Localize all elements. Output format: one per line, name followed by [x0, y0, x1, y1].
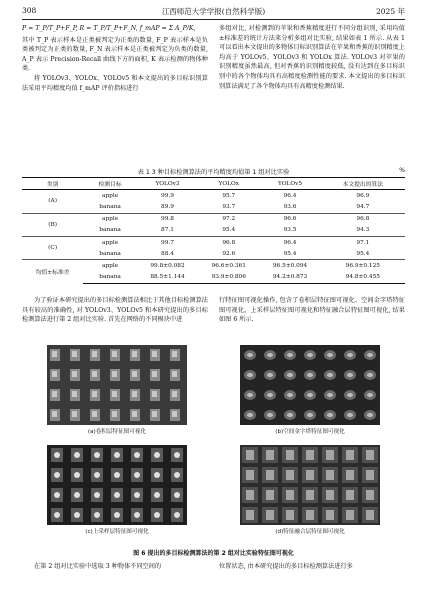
table-cell: 96.9±0.125	[345, 262, 381, 269]
paragraph-bottom-left: 在第 2 组对比实验中选取 3 种物体不同空间的	[34, 563, 162, 570]
right-column	[219, 24, 405, 91]
header-cell: YOLOv5	[259, 178, 320, 190]
table-cell: banana	[83, 272, 137, 284]
table-row	[22, 190, 405, 202]
table-cell: apple	[101, 239, 119, 246]
table-cell: 96.6	[283, 216, 297, 223]
table-cell: 95.4	[198, 225, 259, 237]
figure-caption: 图 6 提出的多目标检测算法的第 2 组对比实验特征图可视化	[133, 550, 294, 557]
table-cell: 92.6	[198, 248, 259, 260]
table-cell: 99.9	[161, 192, 174, 199]
left-column	[22, 24, 208, 93]
table-row	[22, 260, 405, 272]
table-row	[22, 213, 405, 225]
table-cell: 99.7	[161, 239, 174, 246]
paragraph-methods: 将 YOLOv3、YOLOx、YOLOv5 和本文提出的多目标识别算法采用平均精度均值 f_mAP 评价指标进行	[22, 74, 208, 92]
spp-feature-map-panel	[240, 345, 380, 435]
header-cell: 检测目标	[83, 178, 137, 190]
table-cell: 88.4	[137, 248, 198, 260]
table-cell: banana	[83, 201, 137, 213]
table-cell: apple	[101, 262, 119, 269]
conv-feature-map-image	[47, 345, 187, 425]
group-label: (C)	[22, 236, 83, 259]
paragraph-bottom-right: 位置状态, 由本研究提出的多目标检测算法进行多	[219, 563, 353, 570]
table-caption-text: 表 1 3 种目标检测算法的平均精度均值第 1 组对比实验	[137, 169, 290, 176]
table-caption	[22, 167, 405, 176]
table-cell: 95.4	[321, 248, 405, 260]
table-cell: 96.4	[283, 239, 297, 246]
table-cell: apple	[101, 192, 119, 199]
table-cell: 89.9	[137, 201, 198, 213]
results-table	[22, 177, 405, 284]
table-cell: 97.1	[356, 239, 370, 246]
table-cell: 99.8±0.082	[150, 262, 185, 269]
paragraph-second-experiment: 为了验证本研究提出的多目标检测算法相比于其他目标检测算法具有较高的准确性, 对 YOLOv3、YOLOv5 和本研究提出的多目标检测算法进行第 2 组对比实验. 首先在网络的不同模块中进	[22, 297, 208, 324]
table-cell: banana	[83, 248, 137, 260]
panel-caption-d: (d)特征融合层特征图可视化	[275, 529, 345, 535]
table-cell: banana	[83, 225, 137, 237]
conv-feature-map-panel	[47, 345, 187, 435]
table-cell: 96.5±0.094	[272, 262, 308, 269]
group-label: (B)	[22, 213, 83, 236]
table-cell: 96.4	[283, 192, 297, 199]
table-cell: 94.7	[321, 201, 405, 213]
precision-recall-formula: P = T_P/T_P+F_P, R = T_P/T_P+F_N, f_mAP = Σ A_P/K,	[22, 25, 196, 32]
header-cell: 本文提出的算法	[321, 178, 405, 190]
table-row	[22, 236, 405, 248]
group-label: 均值±标准差	[35, 270, 70, 277]
table-unit: %	[399, 167, 405, 174]
table-cell: 94.8±0.455	[321, 272, 405, 284]
table-header-row	[22, 178, 405, 190]
page-number: 308	[22, 6, 37, 15]
upsample-feature-map-image	[47, 445, 187, 525]
panel-caption-a: (a)卷积层特征图可视化	[87, 429, 147, 435]
table-cell: 96.8	[222, 239, 236, 246]
header-cell: YOLOv3	[137, 178, 198, 190]
table-cell: 99.8	[161, 216, 174, 223]
table-cell: 93.6	[259, 201, 320, 213]
running-header	[22, 6, 405, 18]
table-cell: 94.2±0.873	[259, 272, 320, 284]
table-cell: apple	[101, 216, 119, 223]
paragraph-results: 多组对比, 对检测到的苹果和香蕉精度进行不同分组识别, 采用均值±标准差的统计方法来分析多组对比实验, 结果如表 1 所示. 从表 1 可以看出本文提出的多物体目标识别算法在苹果和香蕉的识别精度上均高于 YOLOv5、YOLOv3 和 YOLOx 算法. YOLOv3 对苹果的识别精度虽然最高, 但对香蕉的识别精度较低, 没有达到在多目标识别中的各个物体均具有高精度检测性能的要求. 本文提出的多目标识别算法满足了各个物体均具有高精度检测结果.	[219, 25, 405, 90]
spp-feature-map-image	[240, 345, 380, 425]
header-cell: YOLOx	[198, 178, 259, 190]
table-cell: 87.1	[137, 225, 198, 237]
table-cell: 95.7	[222, 192, 236, 199]
table-cell: 96.8	[356, 216, 370, 223]
table-cell: 93.7	[198, 201, 259, 213]
paragraph-feature-maps: 行特征图可视化操作, 包含了卷积层特征图可视化、空间金字塔特征图可视化、上采样层特征图可视化和特征融合层特征图可视化, 结果如图 6 所示.	[219, 297, 405, 324]
panel-caption-c: (c)上采样层特征图可视化	[85, 529, 149, 535]
figure-6	[22, 345, 405, 540]
upsample-feature-map-panel	[47, 445, 187, 535]
table-cell: 96.9	[356, 192, 370, 199]
header-cell: 类别	[22, 178, 83, 190]
fusion-feature-map-panel	[240, 445, 380, 535]
table-cell: 97.2	[222, 216, 236, 223]
table-cell: 96.6±0.361	[211, 262, 246, 269]
table-cell: 95.4	[259, 248, 320, 260]
table-cell: 93.5	[259, 225, 320, 237]
header-rule	[22, 19, 405, 20]
journal-title: 江西师范大学学报(自然科学版)	[161, 7, 266, 16]
table-cell: 93.9±0.806	[198, 272, 259, 284]
table-cell: 94.3	[321, 225, 405, 237]
journal-year: 2025 年	[376, 7, 405, 16]
paragraph-definitions: 其中 T_P 表示样本是正类被判定为正类的数量, F_P 表示样本是负类被判定为正类的数量, F_N 表示样本是正类被判定为负类的数量, A_P 表示 Precision-Recall 曲线下方的面积, K 表示检测的物体种类.	[22, 36, 208, 73]
table-cell: 88.5±1.144	[137, 272, 198, 284]
panel-caption-b: (b)空间金字塔特征图可视化	[275, 429, 345, 435]
group-label: (A)	[22, 190, 83, 213]
fusion-feature-map-image	[240, 445, 380, 525]
